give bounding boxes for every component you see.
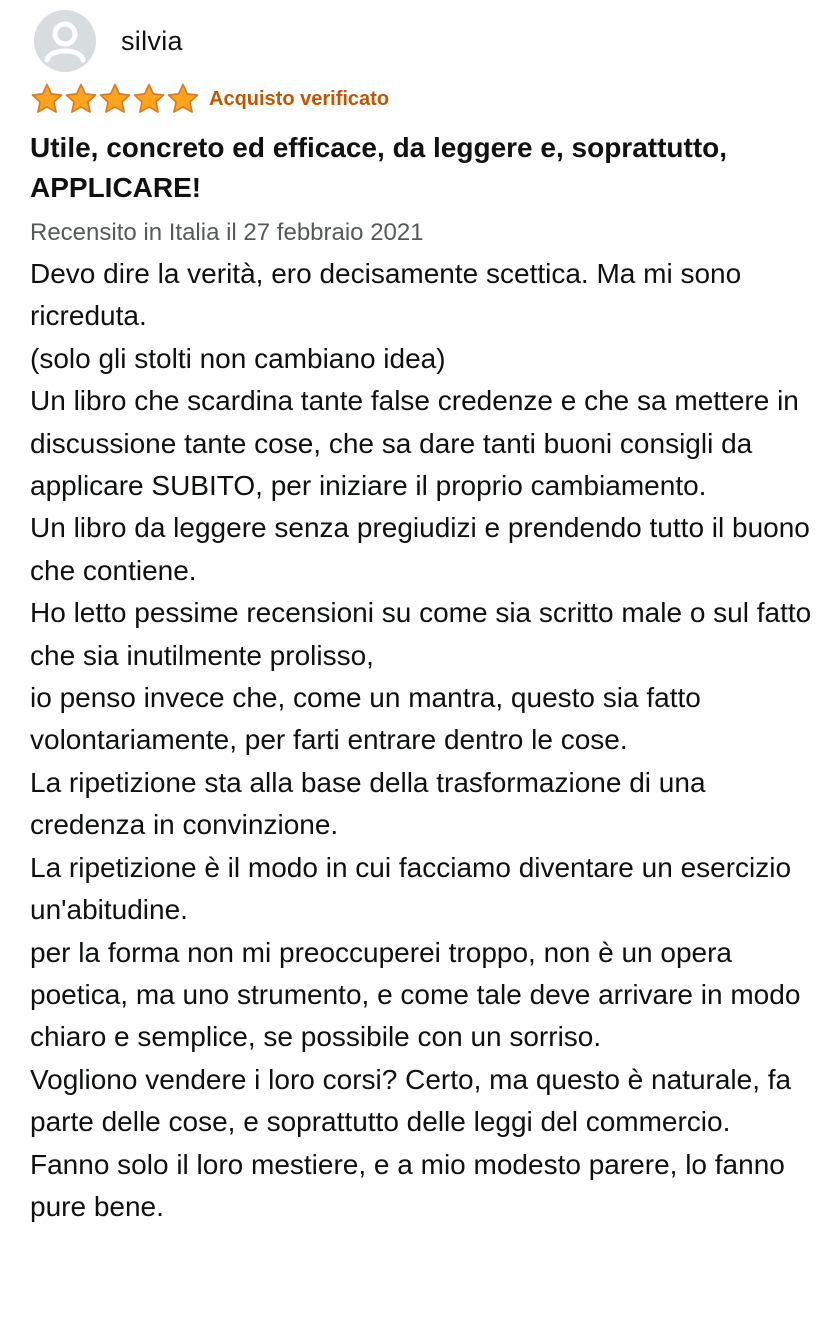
review-title[interactable]: Utile, concreto ed efficace, da leggere e, soprattutto, APPLICARE! [30,132,728,203]
star-icon [30,82,64,116]
verified-purchase-badge: Acquisto verificato [209,87,390,110]
star-rating[interactable] [30,82,200,116]
review-body: Devo dire la verità, ero decisamente scettica. Ma mi sono ricreduta. (solo gli stolti non cambiano idea) Un libro che scardina tante false credenze e che sa mettere in discussione tante cose, che sa dare tanti buoni consigli da applicare SUBITO, per iniziare il proprio cambiamento. Un libro da leggere senza pregiudizi e prendendo tutto il buono che contiene. Ho letto pessime recensioni su come sia scritto male o sul fatto che sia inutilmente prolisso, io penso invece che, come un mantra, questo sia fatto volontariamente, per farti entrare dentro le cose. La ripetizione sta alla base della trasformazione di una credenza in convinzione. La ripetizione è il modo in cui facciamo diventare un esercizio un'abitudine. per la forma non mi preoccuperei troppo, non è un opera poetica, ma uno strumento, e come tale deve arrivare in modo chiaro e semplice, se possibile con un sorriso. Vogliono vendere i loro corsi? Certo, ma questo è naturale, fa parte delle cose, e soprattutto delle leggi del commercio. Fanno solo il loro mestiere, e a mio modesto parere, lo fanno pure bene. [30,258,812,1222]
avatar[interactable] [34,10,96,72]
review-date: Recensito in Italia il 27 febbraio 2021 [30,219,424,246]
star-icon [132,82,166,116]
reviewer-name[interactable]: silvia [121,25,183,56]
rating-row [30,82,389,116]
star-icon [64,82,98,116]
star-icon [98,82,132,116]
star-icon [166,82,200,116]
reviewer-profile[interactable] [34,10,183,72]
user-silhouette-icon [34,10,96,72]
